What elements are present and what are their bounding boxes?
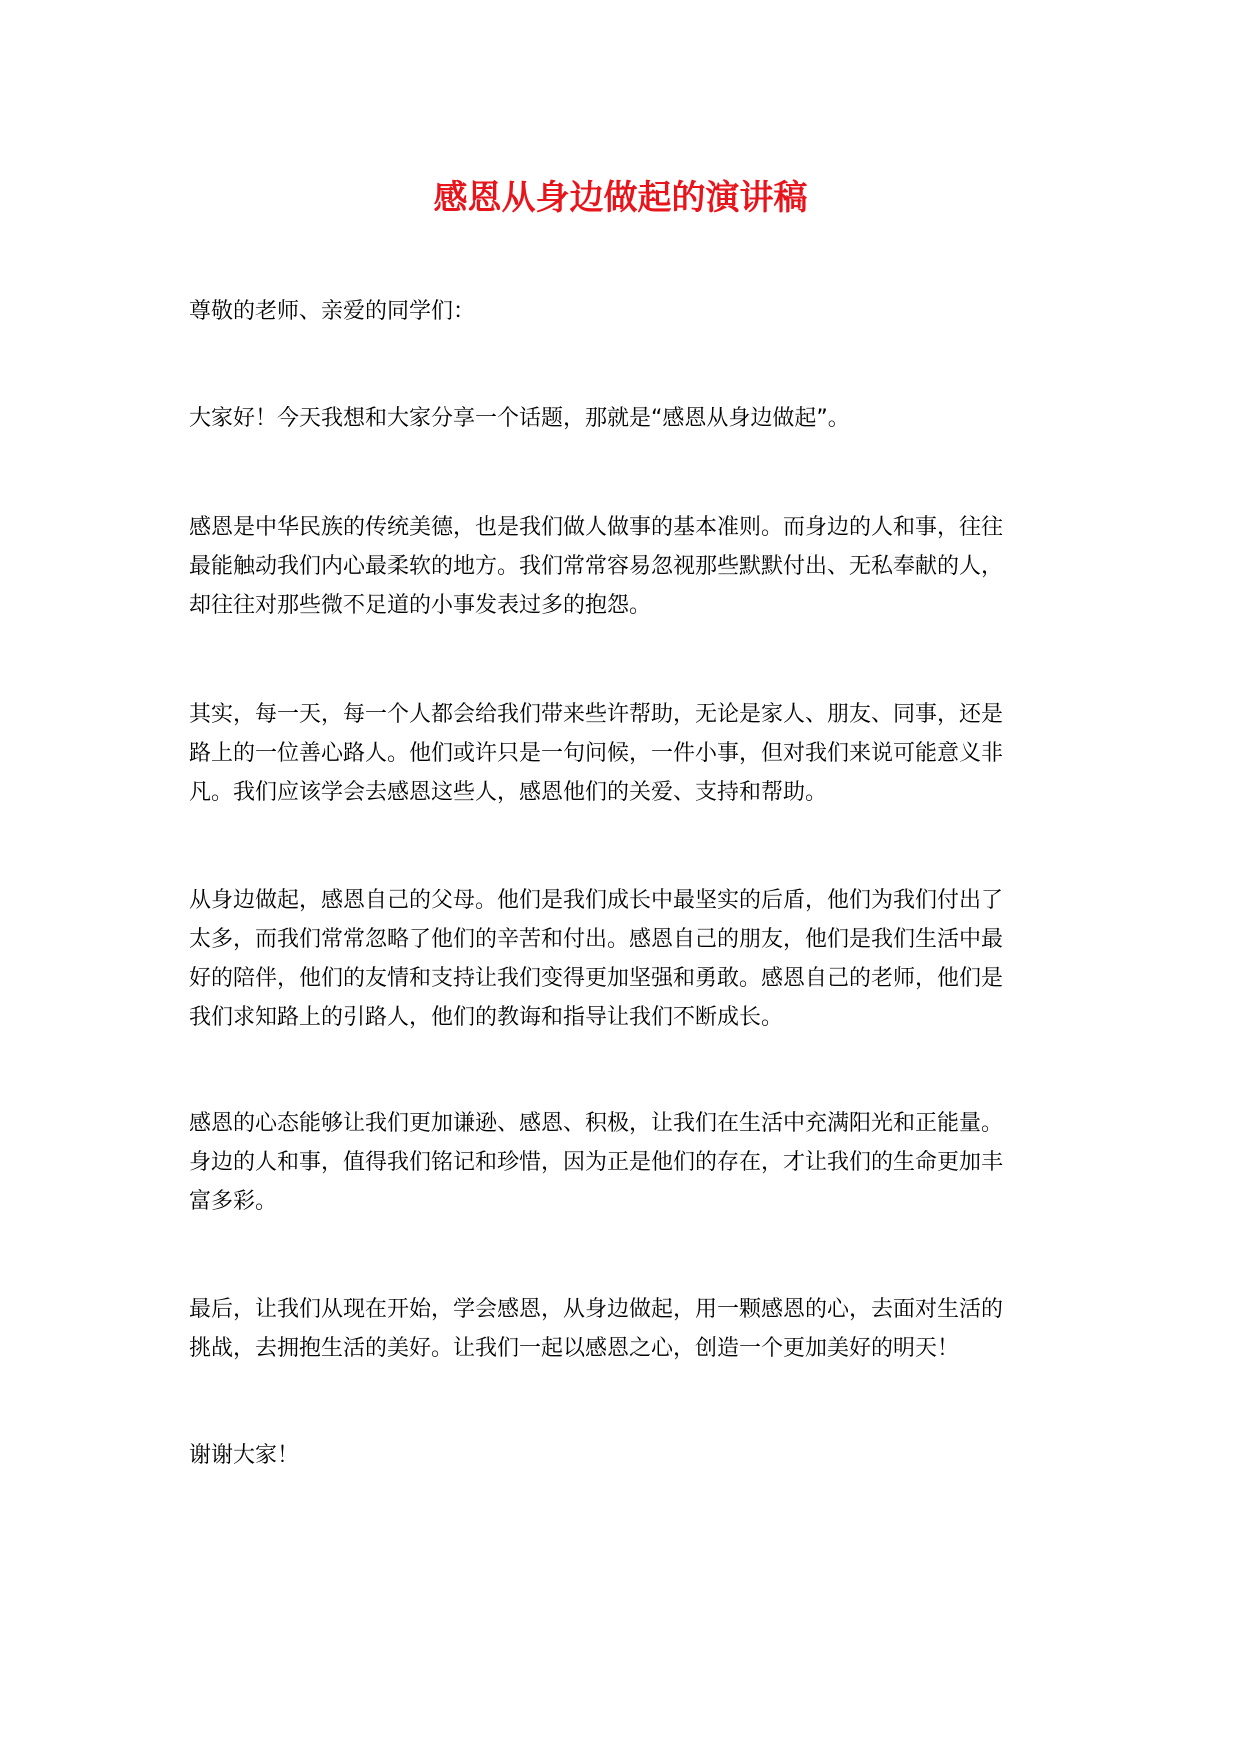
- paragraph-gratitude-virtue: [189, 508, 1044, 625]
- text-line: 其实，每一天，每一个人都会给我们带来些许帮助，无论是家人、朋友、同事，还是: [189, 702, 1004, 727]
- paragraph-intro: [189, 399, 1044, 438]
- text-line: 最能触动我们内心最柔软的地方。我们常常容易忽视那些默默付出、无私奉献的人，: [189, 554, 1004, 579]
- text-line: 谢谢大家！: [189, 1443, 300, 1468]
- text-line: 大家好！今天我想和大家分享一个话题，那就是“感恩从身边做起”。: [189, 406, 850, 431]
- text-line: 却往往对那些微不足道的小事发表过多的抱怨。: [189, 593, 652, 618]
- text-line: 身边的人和事，值得我们铭记和珍惜，因为正是他们的存在，才让我们的生命更加丰: [189, 1150, 1004, 1175]
- paragraph-parents-friends-teachers: [189, 881, 1044, 1037]
- text-line: 富多彩。: [189, 1189, 278, 1214]
- text-line: 挑战，去拥抱生活的美好。让我们一起以感恩之心，创造一个更加美好的明天！: [189, 1336, 960, 1361]
- paragraph-greeting: [189, 292, 1044, 331]
- paragraph-grateful-mindset: [189, 1104, 1044, 1221]
- text-line: 最后，让我们从现在开始，学会感恩，从身边做起，用一颗感恩的心，去面对生活的: [189, 1297, 1004, 1322]
- text-line: 感恩的心态能够让我们更加谦逊、感恩、积极，让我们在生活中充满阳光和正能量。: [189, 1111, 1004, 1136]
- paragraph-conclusion: [189, 1290, 1044, 1368]
- text-line: 尊敬的老师、亲爱的同学们：: [189, 299, 476, 324]
- paragraph-thanks: [189, 1436, 1044, 1475]
- text-line: 从身边做起，感恩自己的父母。他们是我们成长中最坚实的后盾，他们为我们付出了: [189, 888, 1004, 913]
- text-line: 感恩是中华民族的传统美德，也是我们做人做事的基本准则。而身边的人和事，往往: [189, 515, 1004, 540]
- text-line: 凡。我们应该学会去感恩这些人，感恩他们的关爱、支持和帮助。: [189, 780, 828, 805]
- text-line: 好的陪伴，他们的友情和支持让我们变得更加坚强和勇敢。感恩自己的老师，他们是: [189, 966, 1004, 991]
- document-title: 感恩从身边做起的演讲稿: [433, 178, 808, 218]
- text-line: 路上的一位善心路人。他们或许只是一句问候，一件小事，但对我们来说可能意义非: [189, 741, 1004, 766]
- paragraph-daily-help: [189, 695, 1044, 812]
- text-line: 我们求知路上的引路人，他们的教诲和指导让我们不断成长。: [189, 1005, 784, 1030]
- text-line: 太多，而我们常常忽略了他们的辛苦和付出。感恩自己的朋友，他们是我们生活中最: [189, 927, 1004, 952]
